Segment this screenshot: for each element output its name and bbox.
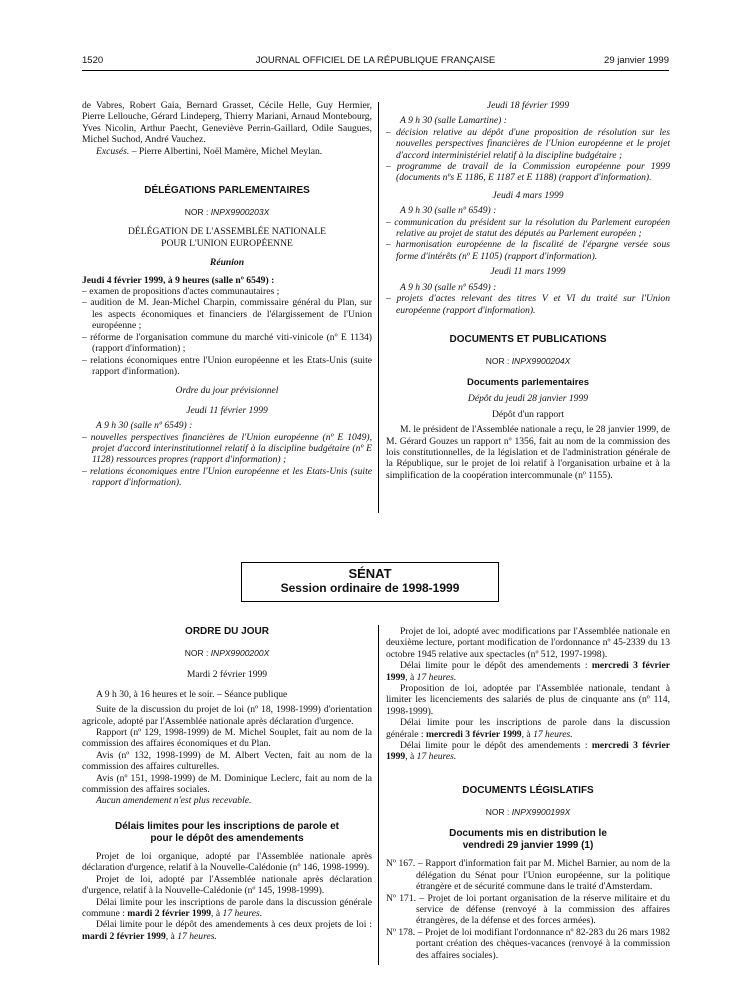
meeting-date: Jeudi 18 février 1999 xyxy=(486,100,570,111)
delais-title: Délais limites pour les inscriptions de parole et pour le dépôt des amendements xyxy=(115,820,339,844)
journal-title: JOURNAL OFFICIEL DE LA RÉPUBLIQUE FRANÇAISE xyxy=(255,55,496,66)
depot-date: Dépôt du jeudi 28 janvier 1999 xyxy=(467,393,589,405)
documents-parlementaires-heading: Documents parlementaires xyxy=(467,377,589,389)
aucun-amendement: Aucun amendement n'est plus recevable. xyxy=(96,795,252,807)
proposition-loi: Proposition de loi, adoptée par l'Assemblée nationale, tendant à limiter les licenciements des salariés de plus de cinquante ans (nº 114, 1998-1999). xyxy=(386,683,670,717)
nor-reference: NOR : INPX9900204X xyxy=(485,355,571,366)
right-top-column xyxy=(386,100,670,481)
agenda-item: – audition de M. Jean-Michel Charpin, commissaire général du Plan, sur les aspects économiques et financiers de l'élargissement de l'Union européenne ; xyxy=(82,297,372,332)
delai-parole: Délai limite pour les inscriptions de parole dans la discussion générale commune : mardi 2 février 1999, à 17 heures. xyxy=(82,896,372,919)
depot-text: M. le président de l'Assemblée nationale a reçu, le 28 janvier 1999, de M. Gérard Gouzes un rapport nº 1356, fait au nom de la commission des lois constitutionnelles, de la législation et de l'administration générale de la République, sur le projet de loi relatif à l'organisation urbaine et à la simplification de la coopération intercommunale (nº 1155). xyxy=(386,424,670,481)
agenda-paragraph: Avis (nº 132, 1998-1999) de M. Albert Vecten, fait au nom de la commission des affaires culturelles. xyxy=(82,749,372,773)
agenda-paragraph: Suite de la discussion du projet de loi (nº 18, 1998-1999) d'orientation agricole, adopté par l'Assemblée nationale après déclaration d'urgence. xyxy=(82,704,372,727)
page-header xyxy=(82,55,669,67)
agenda-item: – relations économiques entre l'Union européenne et les Etats-Unis (suite rapport d'information). xyxy=(82,465,372,489)
agenda-paragraph: Avis (nº 151, 1998-1999) de M. Dominique Leclerc, fait au nom de la commission des affaires sociales. xyxy=(82,772,372,796)
header-rule xyxy=(82,70,669,71)
delegation-title: DÉLÉGATION DE L'ASSEMBLÉE NATIONALE POUR L'UNION EUROPÉENNE xyxy=(127,226,327,249)
column-divider-bottom xyxy=(378,625,379,965)
meeting-date: Jeudi 11 février 1999 xyxy=(186,404,268,416)
projet-loi-spectacles: Projet de loi, adopté avec modifications par l'Assemblée nationale en deuxième lecture, portant modification de l'ordonnance nº 45-2339 du 13 octobre 1945 relative aux spectacles (nº 512, 1997-1998). xyxy=(386,626,670,660)
agenda-item: – projets d'actes relevant des titres V et VI du traité sur l'Union européenne (rapport d'information). xyxy=(386,293,670,316)
excuses-line: Excusés. – Pierre Albertini, Noël Mamère, Michel Meylan. xyxy=(96,145,323,157)
nor-reference: NOR : INPX9900200X xyxy=(184,648,270,658)
ordre-previsionnel-heading: Ordre du jour prévisionnel xyxy=(175,385,279,397)
agenda-item: – nouvelles perspectives financières de l'Union européenne (nº E 1049), projet d'accord interinstitutionnel relatif à la discipline budgétaire (nº E 1128) ressources propres (rapport d'information) ; xyxy=(82,431,372,466)
meeting-time: A 9 h 30 (salle Lamartine) : xyxy=(400,115,507,127)
document-item: Nº 167. – Rapport d'information fait par M. Michel Barnier, au nom de la délégation du Sénat pour l'Union européenne, sur la politique étrangère et de sécurité commune dans le traité d'Amsterdam. xyxy=(386,858,670,893)
agenda-item: – harmonisation européenne de la fiscalité de l'épargne versée sous forme d'intérêts (nº E 1105) (rapport d'information). xyxy=(386,239,670,262)
left-top-column xyxy=(82,100,372,489)
documents-distribution-heading: Documents mis en distribution le vendredi 29 janvier 1999 (1) xyxy=(449,828,607,852)
nor-reference: NOR : INPX9900199X xyxy=(485,806,571,817)
delais-paragraph: Projet de loi organique, adopté par l'Assemblée nationale après déclaration d'urgence, relatif à la Nouvelle-Calédonie (nº 146, 1998-1999). xyxy=(82,850,372,874)
agenda-paragraph: Rapport (nº 129, 1998-1999) de M. Michel Souplet, fait au nom de la commission des affaires économiques et du Plan. xyxy=(82,727,372,750)
depot-heading: Dépôt d'un rapport xyxy=(491,408,565,420)
agenda-item: – communication du président sur la résolution du Parlement européen relative au projet de statut des députés au Parlement européen ; xyxy=(386,216,670,240)
left-bottom-column xyxy=(82,626,372,942)
agenda-item: – programme de travail de la Commission européenne pour 1999 (documents nºs E 1186, E 1187 et E 1188) (rapport d'information). xyxy=(386,161,670,184)
member-names: de Vabres, Robert Gaia, Bernard Grasset, Cécile Helle, Guy Hermier, Pierre Lellouche, Gérard Lindeperg, Thierry Mariani, Arnaud Montebourg, Yves Nicolin, Arthur Paecht, Geneviève Perrin-Gaillard, Odile Saugues, Michel Suchod, André Vauchez. xyxy=(82,100,372,146)
session-title: Session ordinaire de 1998-1999 xyxy=(280,581,460,595)
agenda-item: – décision relative au dépôt d'une proposition de résolution sur les nouvelles perspectives financières de l'Union européenne et le projet d'accord interministériel relatif à la discipline budgétaire ; xyxy=(386,126,670,161)
meeting-time: A 9 h 30 (salle nº 6549) : xyxy=(400,281,497,293)
meeting-time: A 9 h 30 (salle nº 6549) : xyxy=(96,420,193,432)
meeting-date: Jeudi 4 mars 1999 xyxy=(492,189,564,201)
seance-line: A 9 h 30, à 16 heures et le soir. – Séance publique xyxy=(96,688,288,700)
meeting-time: A 9 h 30 (salle nº 6549) : xyxy=(400,205,497,217)
delai-amendements: Délai limite pour le dépôt des amendements : mercredi 3 février 1999, à 17 heures. xyxy=(386,740,670,763)
delai-amendements: Délai limite pour le dépôt des amendements : mercredi 3 février 1999, à 17 heures. xyxy=(386,660,670,683)
column-divider-top xyxy=(378,102,379,513)
agenda-item: – réforme de l'organisation commune du marché viti-vinicole (nº E 1134) (rapport d'information) ; xyxy=(82,331,372,355)
ordre-du-jour-title: ORDRE DU JOUR xyxy=(185,626,269,637)
delai-amendements: Délai limite pour le dépôt des amendements à ces deux projets de loi : mardi 2 février 1999, à 17 heures. xyxy=(82,919,372,942)
section-title-documents: DOCUMENTS ET PUBLICATIONS xyxy=(449,333,607,345)
document-item: Nº 178. – Projet de loi modifiant l'ordonnance nº 82-283 du 26 mars 1982 portant création des chèques-vacances (renvoyé à la commission des affaires sociales). xyxy=(386,926,670,961)
delais-paragraph: Projet de loi, adopté par l'Assemblée nationale après déclaration d'urgence, relatif à la Nouvelle-Calédonie (nº 145, 1998-1999). xyxy=(82,873,372,897)
document-item: Nº 171. – Projet de loi portant organisation de la réserve militaire et du service de défense (renvoyé à la commission des affaires étrangères, de la défense et des forces armées). xyxy=(386,892,670,927)
meeting-date: Jeudi 4 février 1999, à 9 heures (salle nº 6549) : xyxy=(82,274,275,286)
documents-legislatifs-title: DOCUMENTS LÉGISLATIFS xyxy=(462,784,594,796)
section-title-delegations: DÉLÉGATIONS PARLEMENTAIRES xyxy=(144,185,310,197)
senat-title: SÉNAT xyxy=(348,566,392,581)
agenda-item: – relations économiques entre l'Union européenne et les Etats-Unis (suite rapport d'information). xyxy=(82,354,372,377)
delai-parole: Délai limite pour les inscriptions de parole dans la discussion générale : mercredi 3 février 1999, à 17 heures. xyxy=(386,717,670,740)
reunion-heading: Réunion xyxy=(209,257,245,269)
meeting-date: Jeudi 11 mars 1999 xyxy=(490,266,566,278)
nor-reference: NOR : INPX9900203X xyxy=(184,207,270,218)
right-bottom-column xyxy=(386,626,670,961)
agenda-item: – examen de propositions d'actes communautaires ; xyxy=(82,286,280,298)
senat-title-box xyxy=(241,562,499,602)
mardi-heading: Mardi 2 février 1999 xyxy=(186,669,268,681)
issue-date: 29 janvier 1999 xyxy=(604,55,669,66)
page-number: 1520 xyxy=(82,55,104,66)
